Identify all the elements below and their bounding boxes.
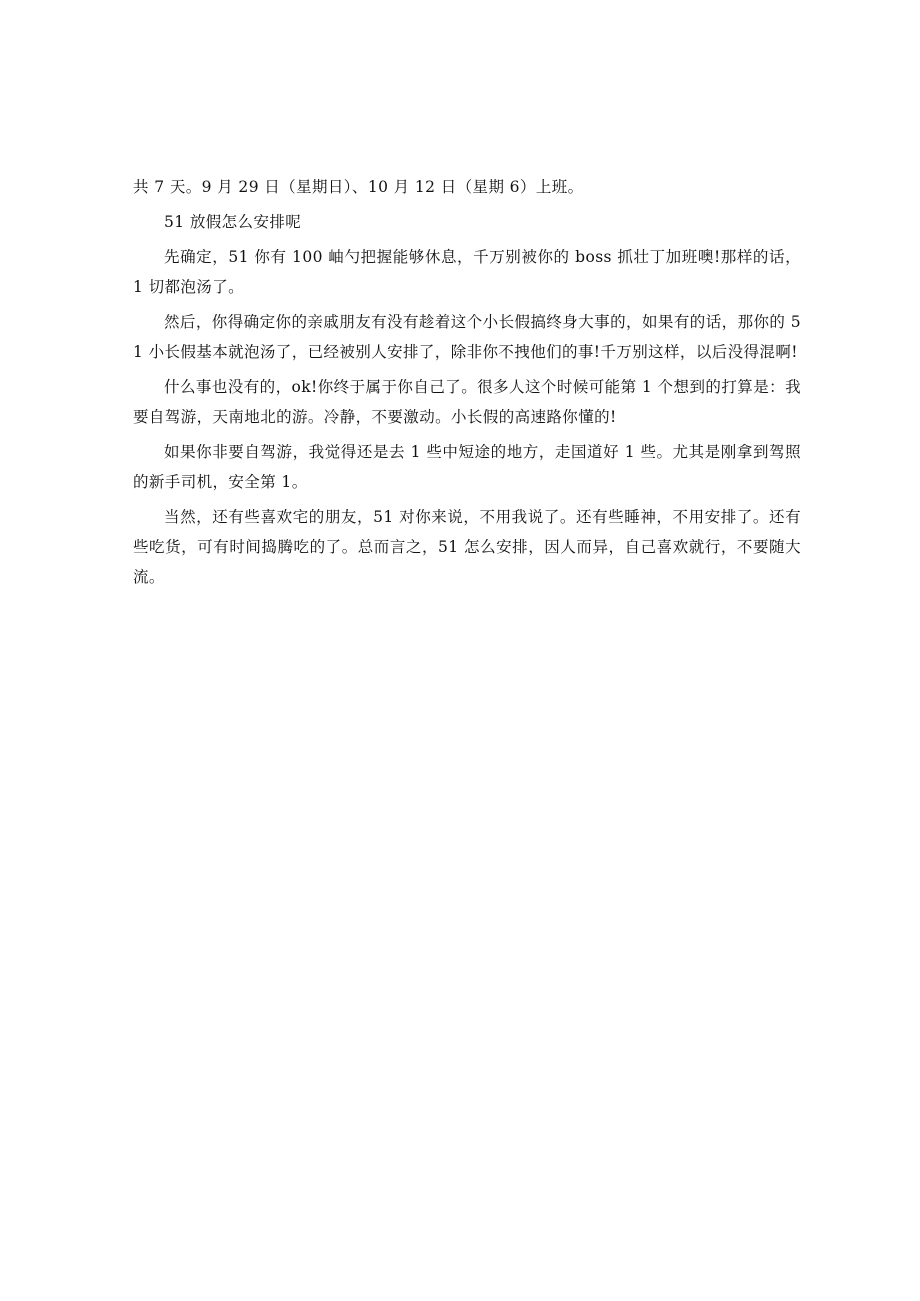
section-heading: 51 放假怎么安排呢 xyxy=(164,213,302,231)
paragraph-holiday-schedule: 共 7 天。9 月 29 日（星期日）、10 月 12 日（星期 6）上班。 xyxy=(133,178,584,196)
paragraph-confirm-rest: 先确定，51 你有 100 岫勺把握能够休息，千万别被你的 boss 抓壮丁加班噢!那样的话，1 切都泡汤了。 xyxy=(133,248,801,296)
paragraph-self-drive: 如果你非要自驾游，我觉得还是去 1 些中短途的地方，走国道好 1 些。尤其是刚拿到驾照的新手司机，安全第 1。 xyxy=(133,443,801,491)
paragraph-nothing-to-do: 什么事也没有的，ok!你终于属于你自己了。很多人这个时候可能第 1 个想到的打算是：我要自驾游，天南地北的游。冷静，不要激动。小长假的高速路你懂的! xyxy=(133,378,801,426)
paragraph-homebody: 当然，还有些喜欢宅的朋友，51 对你来说，不用我说了。还有些睡神，不用安排了。还有些吃货，可有时间捣腾吃的了。总而言之，51 怎么安排，因人而异，自己喜欢就行，不要随大流。 xyxy=(133,508,801,586)
paragraph-relatives: 然后，你得确定你的亲戚朋友有没有趁着这个小长假搞终身大事的，如果有的话，那你的 51 小长假基本就泡汤了，已经被别人安排了，除非你不拽他们的事!千万别这样，以后没得混啊! xyxy=(133,313,801,361)
document-body xyxy=(133,172,801,592)
